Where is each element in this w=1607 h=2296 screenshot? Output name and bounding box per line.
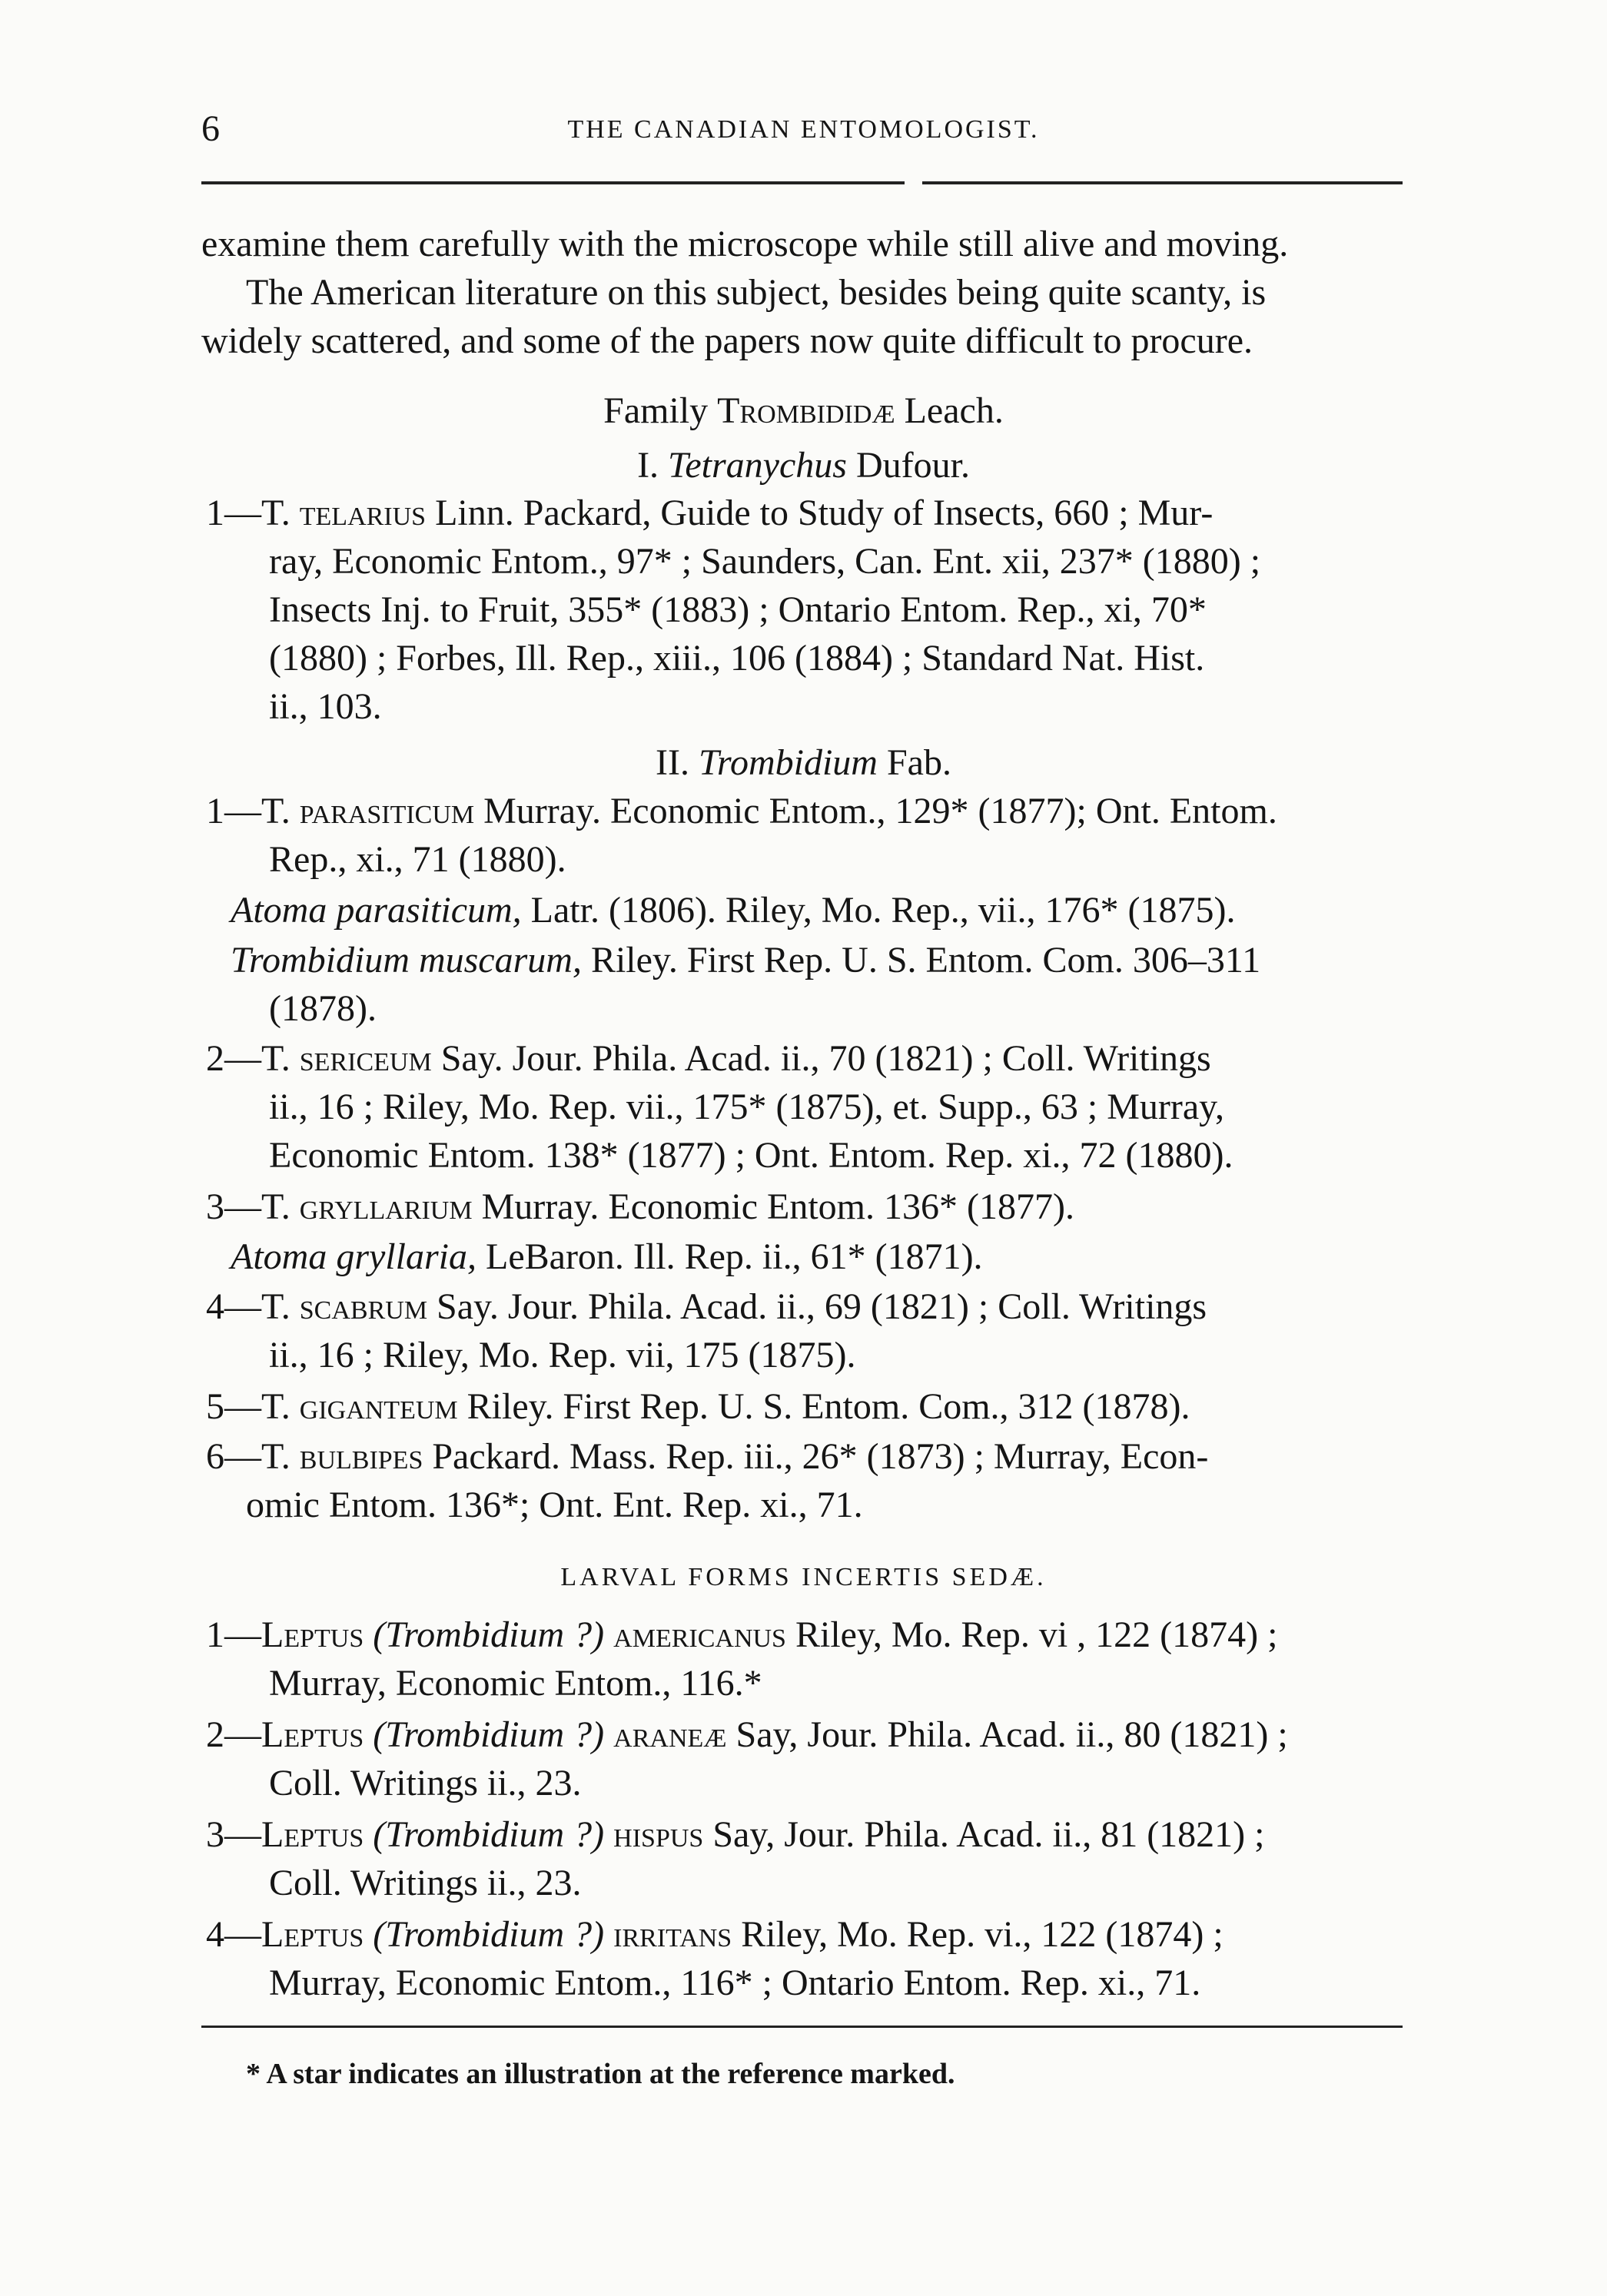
entry-text: Packard. Mass. Rep. iii., 26* (1873) ; Murray, Econ- — [423, 1436, 1209, 1477]
entry-text: Murray. Economic Entom. 136* (1877). — [472, 1186, 1074, 1227]
genus-name: Leptus — [261, 1714, 364, 1755]
synonym-line — [231, 1236, 983, 1277]
header-rule-right — [922, 181, 1403, 184]
synonym-line — [231, 892, 1235, 929]
genus-name: Leptus — [261, 1814, 364, 1855]
entry-number: 1—T. — [206, 791, 300, 831]
family-author: Leach. — [895, 390, 1004, 431]
genus-author: Fab. — [877, 742, 951, 783]
genus-heading — [0, 444, 1607, 486]
species-name: sericeum — [299, 1038, 432, 1079]
entry-text: Linn. Packard, Guide to Study of Insects, 660 ; Mur- — [426, 493, 1214, 533]
family-heading — [0, 390, 1607, 432]
entry-line — [206, 1040, 1211, 1077]
entry-number: 3—T. — [206, 1186, 300, 1227]
entry-line: Murray, Economic Entom., 116* ; Ontario Entom. Rep. xi., 71. — [269, 1963, 1201, 2003]
entry-text: Murray. Economic Entom., 129* (1877); Ont. Entom. — [474, 791, 1277, 831]
genus-heading — [0, 742, 1607, 784]
species-name: bulbipes — [299, 1436, 423, 1477]
entry-text: Riley, Mo. Rep. vi., 122 (1874) ; — [732, 1914, 1224, 1955]
synonym-text: LeBaron. Ill. Rep. ii., 61* (1871). — [476, 1236, 983, 1277]
entry-number: 2—T. — [206, 1038, 300, 1079]
synonym-name: Atoma gryllaria, — [231, 1236, 476, 1277]
subgenus-note: (Trombidium ?) — [364, 1814, 614, 1855]
species-name: irritans — [613, 1914, 732, 1955]
entry-number: 4— — [206, 1914, 261, 1955]
body-line: examine them carefully with the microscope while still alive and moving. — [201, 224, 1289, 264]
species-name: americanus — [613, 1614, 786, 1655]
entry-line: (1880) ; Forbes, Ill. Rep., xiii., 106 (1884) ; Standard Nat. Hist. — [269, 638, 1205, 679]
entry-text: Say. Jour. Phila. Acad. ii., 69 (1821) ; Coll. Writings — [427, 1286, 1207, 1327]
species-name: scabrum — [299, 1286, 428, 1327]
entry-number: 6—T. — [206, 1436, 300, 1477]
family-name: Trombididæ — [717, 390, 895, 431]
genus-name: Leptus — [261, 1614, 364, 1655]
entry-line: ray, Economic Entom., 97* ; Saunders, Can. Ent. xii, 237* (1880) ; — [269, 541, 1261, 582]
entry-line — [206, 793, 1277, 830]
species-name: parasiticum — [299, 791, 475, 831]
entry-text: Say. Jour. Phila. Acad. ii., 70 (1821) ; Coll. Writings — [431, 1038, 1211, 1079]
entry-line — [206, 1438, 1208, 1475]
synonym-name: Atoma parasiticum, — [231, 890, 522, 931]
footnote-rule — [201, 2026, 1403, 2028]
entry-line — [206, 495, 1213, 532]
family-prefix: Family — [603, 390, 718, 431]
synonym-line: (1878). — [269, 988, 377, 1029]
entry-text: Say, Jour. Phila. Acad. ii., 80 (1821) ; — [726, 1714, 1288, 1755]
subgenus-note: (Trombidium ?) — [364, 1714, 614, 1755]
entry-line — [206, 1386, 1190, 1427]
larval-heading: LARVAL FORMS INCERTIS SEDÆ. — [560, 1563, 1047, 1591]
entry-line: omic Entom. 136*; Ont. Ent. Rep. xi., 71. — [246, 1485, 863, 1525]
entry-line — [206, 1286, 1207, 1327]
entry-line: Insects Inj. to Fruit, 355* (1883) ; Ontario Entom. Rep., xi, 70* — [269, 589, 1207, 630]
species-name: giganteum — [299, 1386, 458, 1427]
entry-line: Coll. Writings ii., 23. — [269, 1863, 582, 1903]
running-title: THE CANADIAN ENTOMOLOGIST. — [567, 115, 1040, 144]
synonym-name: Trombidium muscarum, — [231, 940, 582, 980]
entry-line: ii., 103. — [269, 686, 382, 727]
entry-line: ii., 16 ; Riley, Mo. Rep. vii., 175* (1875), et. Supp., 63 ; Murray, — [269, 1087, 1225, 1127]
entry-line: Economic Entom. 138* (1877) ; Ont. Entom. Rep. xi., 72 (1880). — [269, 1135, 1233, 1176]
genus-name: Leptus — [261, 1914, 364, 1955]
header-rule-left — [201, 181, 905, 184]
body-line: widely scattered, and some of the papers now quite difficult to procure. — [201, 320, 1253, 361]
species-name: telarius — [299, 493, 427, 533]
entry-line — [206, 1186, 1074, 1227]
body-line: The American literature on this subject, besides being quite scanty, is — [246, 272, 1267, 313]
species-name: hispus — [613, 1814, 704, 1855]
entry-number: 4—T. — [206, 1286, 300, 1327]
genus-numeral: II. — [656, 742, 699, 783]
entry-line: Rep., xi., 71 (1880). — [269, 839, 566, 880]
synonym-text: Riley. First Rep. U. S. Entom. Com. 306–311 — [581, 940, 1261, 980]
page-number: 6 — [201, 108, 220, 149]
entry-number: 2— — [206, 1714, 261, 1755]
entry-line: ii., 16 ; Riley, Mo. Rep. vii, 175 (1875). — [269, 1335, 856, 1375]
entry-line — [206, 1916, 1224, 1953]
entry-line: Coll. Writings ii., 23. — [269, 1763, 582, 1803]
species-name: gryllarium — [299, 1186, 473, 1227]
entry-text: Say, Jour. Phila. Acad. ii., 81 (1821) ; — [703, 1814, 1265, 1855]
genus-name: Tetranychus — [668, 445, 847, 486]
entry-number: 1—T. — [206, 493, 300, 533]
entry-number: 1— — [206, 1614, 261, 1655]
species-name: araneæ — [613, 1714, 727, 1755]
subgenus-note: (Trombidium ?) — [364, 1614, 614, 1655]
entry-text: Riley. First Rep. U. S. Entom. Com., 312 (1878). — [457, 1386, 1190, 1427]
footnote: * A star indicates an illustration at the reference marked. — [246, 2058, 955, 2090]
entry-line: Murray, Economic Entom., 116.* — [269, 1663, 762, 1704]
genus-name: Trombidium — [699, 742, 878, 783]
genus-numeral: I. — [637, 445, 669, 486]
entry-line — [206, 1814, 1265, 1855]
synonym-line — [231, 942, 1260, 979]
entry-number: 3— — [206, 1814, 261, 1855]
entry-number: 5—T. — [206, 1386, 300, 1427]
synonym-text: Latr. (1806). Riley, Mo. Rep., vii., 176* (1875). — [521, 890, 1236, 931]
entry-line — [206, 1714, 1288, 1755]
entry-line — [206, 1614, 1278, 1655]
genus-author: Dufour. — [846, 445, 970, 486]
entry-text: Riley, Mo. Rep. vi , 122 (1874) ; — [785, 1614, 1278, 1655]
subgenus-note: (Trombidium ?) — [364, 1914, 614, 1955]
